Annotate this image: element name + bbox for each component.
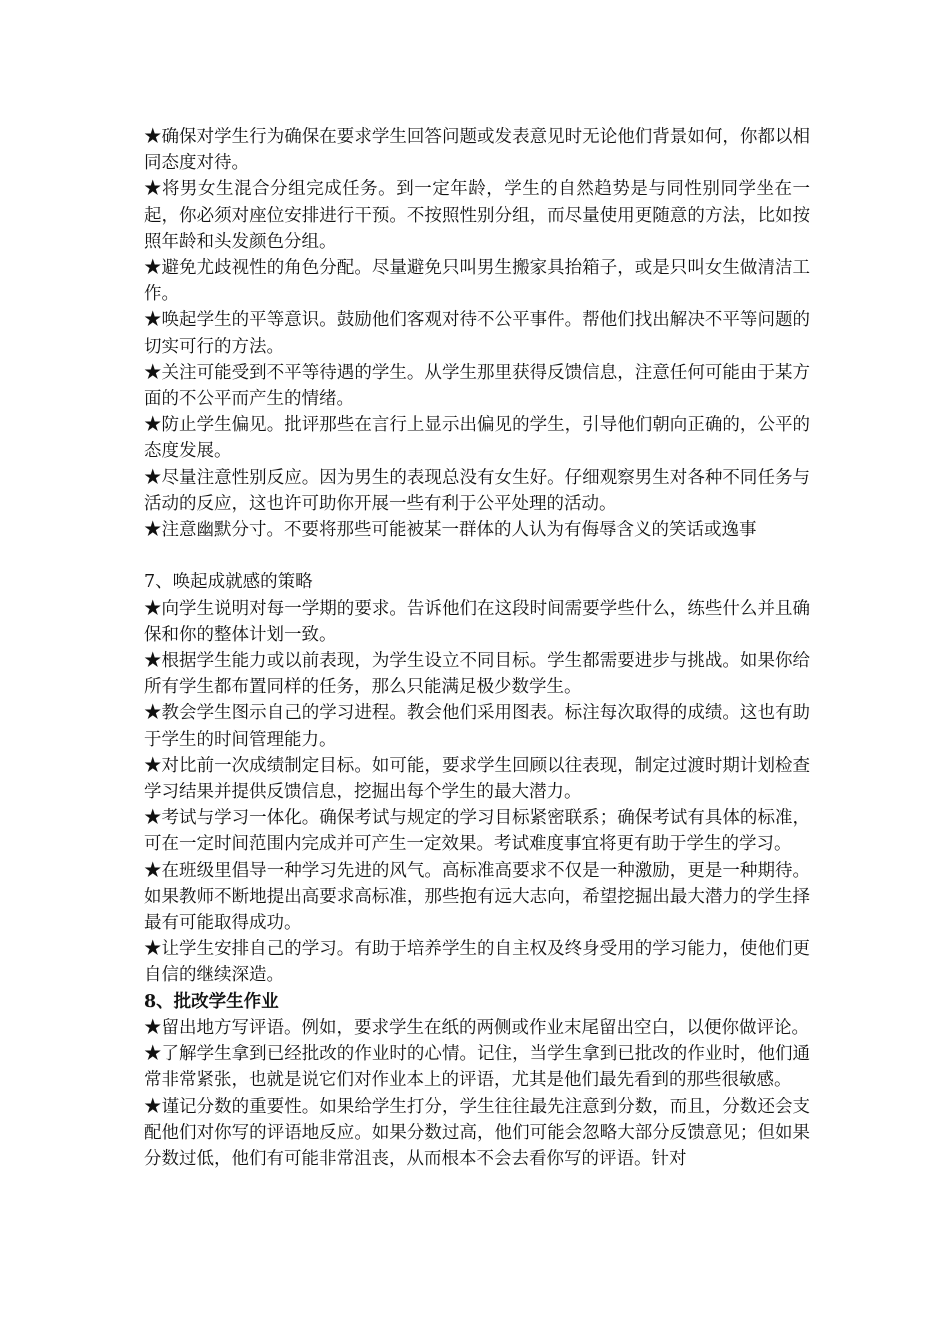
paragraph: ★考试与学习一体化。确保考试与规定的学习目标紧密联系；确保考试有具体的标准，可在一定时间范围内完成并可产生一定效果。考试难度事宜将更有助于学生的学习。 <box>144 808 810 855</box>
document-body <box>144 124 810 1172</box>
section-8 <box>144 989 810 1172</box>
paragraph: ★留出地方写评语。例如，要求学生在纸的两侧或作业末尾留出空白，以便你做评论。 <box>144 1017 809 1038</box>
paragraph: ★将男女生混合分组完成任务。到一定年龄，学生的自然趋势是与同性别同学坐在一起，你必须对座位安排进行干预。不按照性别分组，而尽量使用更随意的方法，比如按照年龄和头发颜色分组。 <box>144 179 810 252</box>
paragraph: ★谨记分数的重要性。如果给学生打分，学生往往最先注意到分数，而且，分数还会支配他们对你写的评语地反应。如果分数过高，他们可能会忽略大部分反馈意见；但如果分数过低，他们有可能非常沮丧，从而根本不会去看你写的评语。针对 <box>144 1096 810 1169</box>
paragraph: ★让学生安排自己的学习。有助于培养学生的自主权及终身受用的学习能力，使他们更自信的继续深造。 <box>144 939 810 986</box>
paragraph: ★唤起学生的平等意识。鼓励他们客观对待不公平事件。帮他们找出解决不平等问题的切实可行的方法。 <box>144 310 810 357</box>
section-heading: 8、批改学生作业 <box>144 991 279 1012</box>
paragraph: ★避免尤歧视性的角色分配。尽量避免只叫男生搬家具抬箱子，或是只叫女生做清洁工作。 <box>144 258 810 305</box>
section-fairness <box>144 124 810 543</box>
paragraph: ★了解学生拿到已经批改的作业时的心情。记住，当学生拿到已批改的作业时，他们通常非常紧张，也就是说它们对作业本上的评语，尤其是他们最先看到的那些很敏感。 <box>144 1044 810 1091</box>
paragraph: ★在班级里倡导一种学习先进的风气。高标准高要求不仅是一种激励，更是一种期待。如果教师不断地提出高要求高标准，那些抱有远大志向，希望挖掘出最大潜力的学生择最有可能取得成功。 <box>144 860 810 934</box>
paragraph: ★关注可能受到不平等待遇的学生。从学生那里获得反馈信息，注意任何可能由于某方面的不公平而产生的情绪。 <box>144 362 810 410</box>
section-7 <box>144 569 810 988</box>
paragraph: ★对比前一次成绩制定目标。如可能，要求学生回顾以往表现，制定过渡时期计划检查学习结果并提供反馈信息，挖掘出每个学生的最大潜力。 <box>144 755 810 803</box>
paragraph: ★根据学生能力或以前表现，为学生设立不同目标。学生都需要进步与挑战。如果你给所有学生都布置同样的任务，那么只能满足极少数学生。 <box>144 651 810 698</box>
paragraph: ★教会学生图示自己的学习进程。教会他们采用图表。标注每次取得的成绩。这也有助于学生的时间管理能力。 <box>144 703 810 750</box>
paragraph: ★注意幽默分寸。不要将那些可能被某一群体的人认为有侮辱含义的笑话或逸事 <box>144 520 757 541</box>
paragraph: ★向学生说明对每一学期的要求。告诉他们在这段时间需要学些什么，练些什么并且确保和你的整体计划一致。 <box>144 598 810 645</box>
section-heading: 7、唤起成就感的策略 <box>144 572 313 593</box>
paragraph: ★防止学生偏见。批评那些在言行上显示出偏见的学生，引导他们朝向正确的，公平的态度发展。 <box>144 415 810 462</box>
paragraph: ★确保对学生行为确保在要求学生回答问题或发表意见时无论他们背景如何，你都以相同态度对待。 <box>144 127 810 174</box>
blank-line <box>144 543 810 569</box>
paragraph: ★尽量注意性别反应。因为男生的表现总没有女生好。仔细观察男生对各种不同任务与活动的反应，这也许可助你开展一些有利于公平处理的活动。 <box>144 467 810 514</box>
